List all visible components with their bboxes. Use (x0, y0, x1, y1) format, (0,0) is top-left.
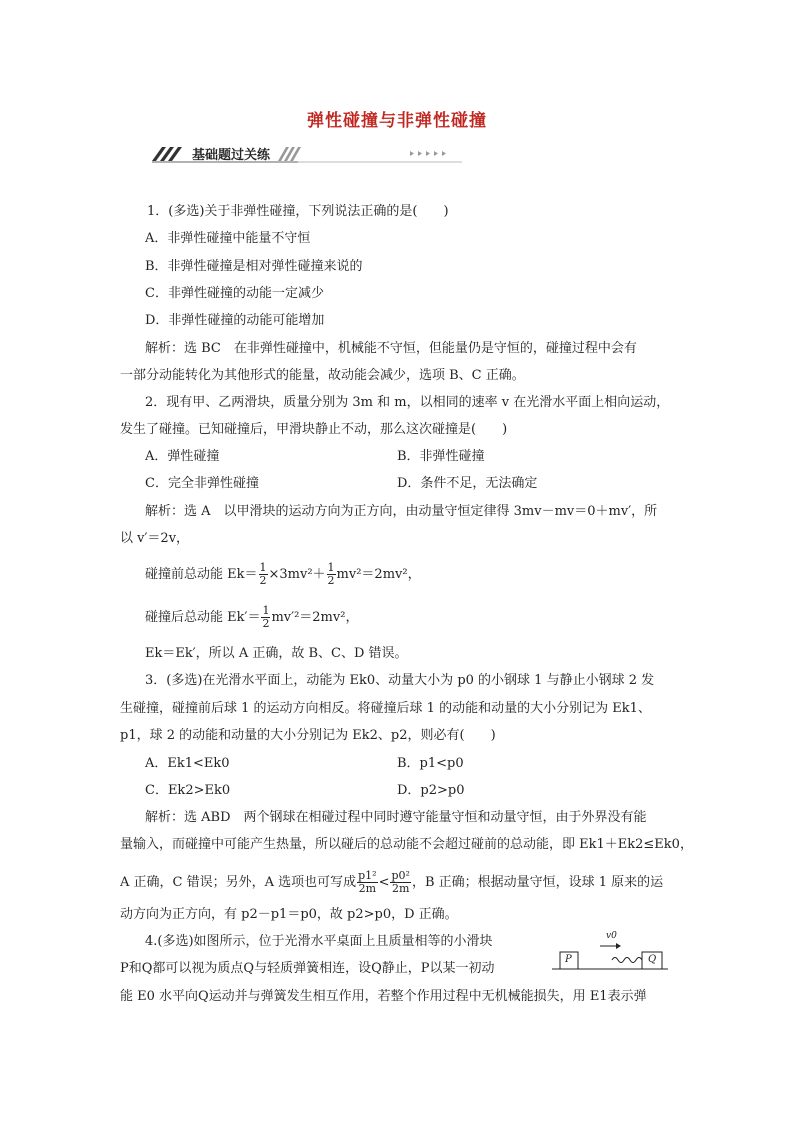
q2-ke-after-suffix: mv′²＝2mv²， (271, 610, 359, 625)
q4-line2: P和Q都可以视为质点Q与轻质弹簧相连，设Q静止，P以某一初动 (120, 961, 495, 976)
q2-ke-after-prefix: 碰撞后总动能 Ek′＝ (145, 610, 261, 625)
q1-answer-line2: 一部分动能转化为其他形式的能量，故动能会减少，选项 B、C 正确。 (120, 368, 525, 383)
spring-icon (612, 958, 642, 963)
block-p-label: P (565, 954, 572, 965)
q3-stem-line1: 3．(多选)在光滑水平面上，动能为 Ek0、动量大小为 p0 的小钢球 1 与静止小钢球 2 发 (145, 673, 655, 688)
q3-option-c: C．Ek2>Ek0 (145, 783, 231, 798)
spring-blocks-figure (550, 931, 670, 972)
q2-ke-before-mid: ×3mv²＋ (268, 567, 326, 582)
q3-stem-line2: 生碰撞，碰撞前后球 1 的运动方向相反。将碰撞后球 1 的动能和动量的大小分别记为 Ek1、 (120, 701, 651, 716)
section-banner (148, 143, 464, 165)
q3-answer-line3-prefix: A 正确，C 错误；另外，A 选项也可写成 (120, 875, 357, 890)
q2-answer-line5: Ek＝Ek′，所以 A 正确，故 B、C、D 错误。 (145, 646, 408, 661)
half-fraction: $\frac{1}{2}$ (259, 561, 267, 587)
q3-option-a: A．Ek1<Ek0 (145, 756, 230, 771)
q2-ke-before-prefix: 碰撞前总动能 Ek＝ (145, 567, 258, 582)
q2-answer-line4 (145, 605, 358, 630)
q2-answer-line3 (145, 562, 421, 587)
q3-answer-line4: 动方向为正方向，有 p2－p1＝p0，故 p2>p0，D 正确。 (120, 907, 458, 922)
q2-answer-line1: 解析：选 A 以甲滑块的运动方向为正方向，由动量守恒定律得 3mv－mv＝0＋mv′，所 (145, 504, 658, 519)
q3-stem-line3: p1，球 2 的动能和动量的大小分别记为 Ek2、p2，则必有( ) (120, 728, 496, 743)
q3-answer-line3-suffix: ，B 正确；根据动量守恒，设球 1 原来的运 (411, 875, 664, 890)
half-fraction: $\frac{1}{2}$ (262, 604, 270, 630)
q3-option-d: D．p2>p0 (397, 783, 465, 798)
q1-option-b: B．非弹性碰撞是相对弹性碰撞来说的 (145, 259, 363, 274)
q2-stem-line2: 发生了碰撞。已知碰撞后，甲滑块静止不动，那么这次碰撞是( ) (120, 422, 508, 437)
page-title: 弹性碰撞与非弹性碰撞 (307, 111, 487, 131)
q2-option-d: D．条件不足，无法确定 (397, 476, 538, 491)
q3-answer-line3 (120, 870, 663, 895)
momentum-fraction-p1: $\frac{\text{p1²}}{2m}$ (358, 869, 377, 895)
q2-ke-before-suffix: mv²＝2mv²， (336, 567, 421, 582)
block-q-label: Q (648, 954, 657, 965)
q2-option-a: A．弹性碰撞 (145, 449, 220, 464)
q2-option-c: C．完全非弹性碰撞 (145, 476, 259, 491)
q2-option-b: B．非弹性碰撞 (397, 449, 485, 464)
half-fraction: $\frac{1}{2}$ (327, 561, 335, 587)
q4-line1: 4.(多选)如图所示，位于光滑水平桌面上且质量相等的小滑块 (145, 934, 493, 949)
q1-option-c: C．非弹性碰撞的动能一定减少 (145, 286, 324, 301)
q1-option-a: A．非弹性碰撞中能量不守恒 (145, 231, 311, 246)
less-than-sign: < (378, 875, 390, 890)
q3-option-b: B．p1<p0 (397, 756, 464, 771)
q2-stem-line1: 2．现有甲、乙两滑块，质量分别为 3m 和 m，以相同的速率 v 在光滑水平面上相向运动， (145, 395, 670, 410)
q3-answer-line2: 量输入，而碰撞中可能产生热量，所以碰后的总动能不会超过碰前的总动能，即 Ek1＋Ek2≤Ek0， (120, 837, 693, 852)
q1-stem: 1．(多选)关于非弹性碰撞，下列说法正确的是( ) (147, 204, 449, 219)
velocity-label: v0 (606, 931, 617, 941)
momentum-fraction-p0: $\frac{\text{p0²}}{2m}$ (391, 869, 410, 895)
banner-label: 基础题过关练 (192, 148, 271, 163)
q4-line3: 能 E0 水平向Q运动并与弹簧发生相互作用，若整个作用过程中无机械能损失，用 E1表示弹 (120, 989, 647, 1004)
q1-option-d: D．非弹性碰撞的动能可能增加 (145, 313, 325, 328)
q3-answer-line1: 解析：选 ABD 两个钢球在相碰过程中同时遵守能量守恒和动量守恒，由于外界没有能 (145, 810, 647, 825)
q2-answer-line2: 以 v′＝2v， (120, 531, 190, 546)
q1-answer-line1: 解析：选 BC 在非弹性碰撞中，机械能不守恒，但能量仍是守恒的，碰撞过程中会有 (145, 341, 637, 356)
